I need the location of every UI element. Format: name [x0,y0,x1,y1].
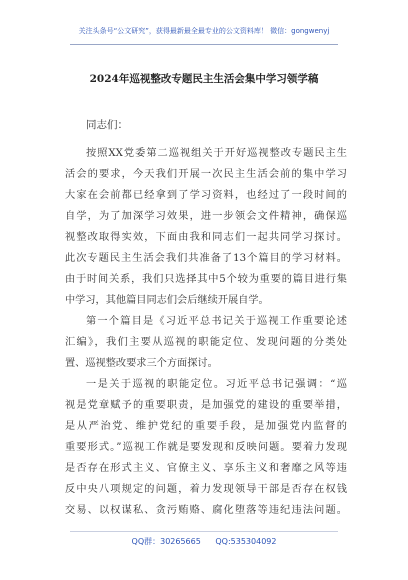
body-line: 反中央八项规定的问题，着力发现领导干部是否存在权钱 [65,484,347,495]
body-line: 置、巡视整改要求三个方面探讨。 [65,358,218,369]
body-line: 按照XX党委第二巡视组关于开好巡视整改专题民主生 [86,148,347,159]
header-promo-note: 关注头条号“公文研究”，获得最新最全最专业的公文资料库！ 微信：gongwenyj [78,27,330,35]
body-line: 是从严治党、维护党纪的重要手段，是加强党内监督的 [65,421,347,432]
body-line: 自学，为了加深学习效果，进一步领会文件精神，确保巡 [65,211,347,222]
document-title: 2024年巡视整改专题民主生活会集中学习领学稿 [89,73,319,85]
body-line: 由于时间关系，我们只选择其中5个较为重要的篇目进行集 [65,274,347,285]
body-line: 此次专题民主生活会我们共准备了13个篇目的学习材料。 [65,253,347,264]
greeting: 同志们： [86,119,128,131]
body-line: 汇编》，我们主要从巡视的职能定位、发现问题的分类处 [65,337,347,348]
body-line: 是否存在形式主义、官僚主义、享乐主义和奢靡之风等违 [65,463,347,474]
document-body [65,144,347,524]
body-line: 活会的要求，今天我们开展一次民主生活会前的集中学习 [65,169,347,180]
body-line: 视是党章赋予的重要职责，是加强党的建设的重要举措， [65,400,347,411]
body-line: 第一个篇目是《习近平总书记关于巡视工作重要论述 [86,316,347,327]
header-divider [70,44,338,45]
body-line: 一是关于巡视的职能定位。习近平总书记强调：“巡 [86,379,347,390]
body-line: 大家在会前都已经拿到了学习资料，也经过了一段时间的 [65,190,347,201]
body-line: 交易、以权谋私、贪污贿赂、腐化堕落等违纪违法问题。 [65,505,347,516]
footer-qq-group: QQ群：30265665 [131,537,201,546]
body-line: 重要形式。”巡视工作就是要发现和反映问题。要着力发现 [65,442,347,453]
body-line: 中学习，其他篇目同志们会后继续开展自学。 [65,295,269,306]
footer-divider [70,531,338,532]
footer-contact [0,536,408,547]
body-line: 视整改取得实效，下面由我和同志们一起共同学习探讨。 [65,232,347,243]
footer-qq-number: QQ:535304092 [215,537,277,546]
